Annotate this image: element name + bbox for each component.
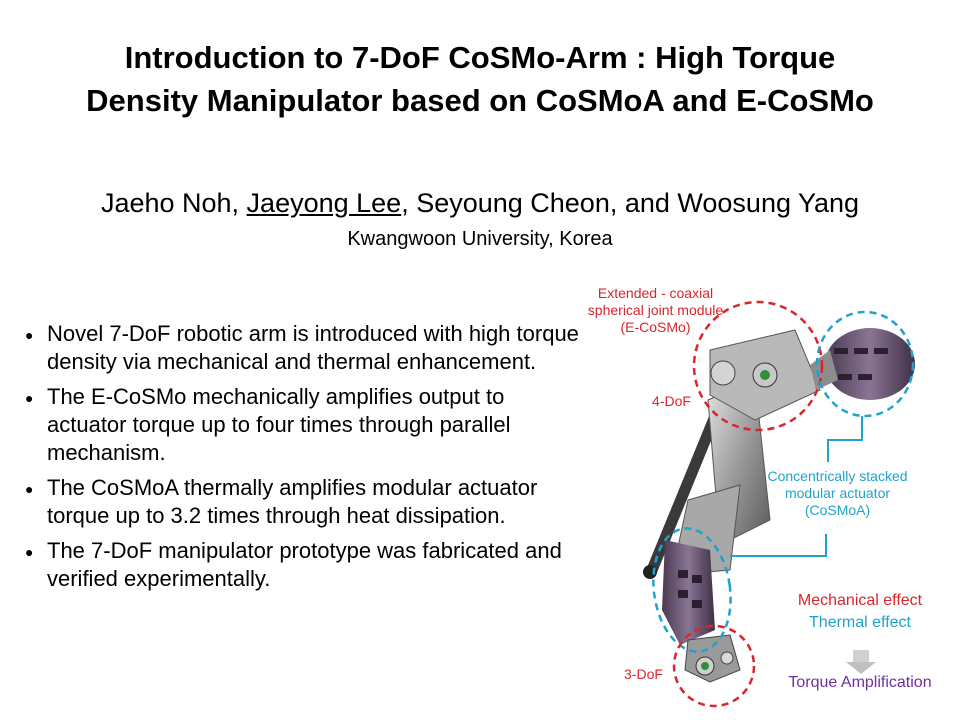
bullet-dot-icon: ● [25, 390, 34, 406]
legend-torque-amplification: Torque Amplification [788, 674, 932, 691]
author-1: Jaeho Noh, [100, 188, 247, 218]
bullet-dot-icon: ● [25, 544, 34, 560]
paper-title [0, 36, 960, 122]
bullet-dot-icon: ● [25, 327, 34, 343]
bullet-item: ● The 7-DoF manipulator prototype was fabricated and verified experimentally. [25, 538, 562, 591]
bullet-item: ● The CoSMoA thermally amplifies modular actuator torque up to 3.2 times through heat dissipation. [25, 475, 538, 528]
wrist-joint [685, 635, 740, 682]
title-line-1: Introduction to 7-DoF CoSMo-Arm : High Torque [124, 40, 836, 75]
top-actuator [810, 328, 915, 400]
dof4-label: 4-DoF [652, 393, 691, 409]
ecosmo-label: Extended - coaxial spherical joint module (E-CoSMo) [587, 285, 724, 335]
bullet-list [22, 320, 582, 600]
down-arrow-icon [846, 650, 876, 674]
cosmoa-label: Concentrically stacked modular actuator (CoSMoA) [767, 468, 908, 518]
author-presenter: Jaeyong Lee [246, 188, 402, 218]
legend-mechanical: Mechanical effect [797, 592, 923, 609]
lower-actuator [662, 540, 715, 645]
legend-thermal: Thermal effect [809, 614, 911, 631]
title-line-2: Density Manipulator based on CoSMoA and E-CoSMo [86, 83, 874, 118]
bullet-item: ● Novel 7-DoF robotic arm is introduced with high torque density via mechanical and thermal enhancement. [25, 321, 579, 374]
top-connector-line [828, 416, 862, 462]
lower-connector-line [730, 534, 826, 556]
affiliation: Kwangwoon University, Korea [347, 228, 613, 250]
bullet-item: ● The E-CoSMo mechanically amplifies output to actuator torque up to four times through parallel mechanism. [25, 384, 511, 465]
dof3-label: 3-DoF [624, 666, 663, 682]
bullet-dot-icon: ● [25, 481, 34, 497]
author-list [0, 187, 960, 219]
author-rest: , Seyoung Cheon, and Woosung Yang [401, 188, 860, 218]
